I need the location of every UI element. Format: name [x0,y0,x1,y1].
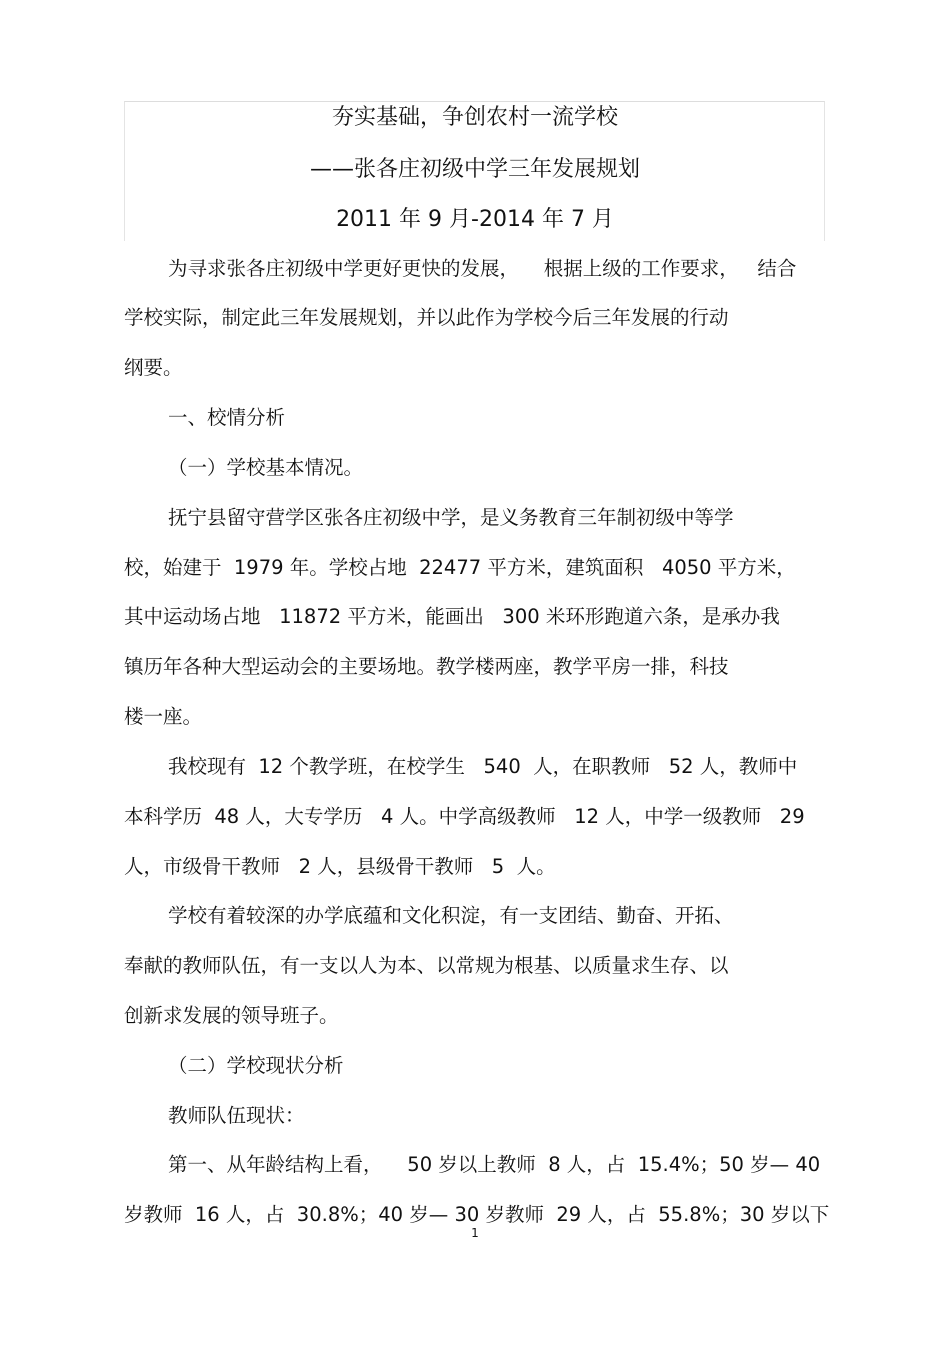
paragraph-line: 我校现有 12 个教学班，在校学生 540 人，在职教师 52 人，教师中 [168,755,798,778]
document-subtitle: ——张各庄初级中学三年发展规划 [309,157,640,182]
paragraph-line: 第一、从年龄结构上看， 50 岁以上教师 8 人，占 15.4%；50 岁— 40 [168,1153,821,1176]
paragraph-line: 岁教师 16 人，占 30.8%；40 岁— 30 岁教师 29 人，占 55.8%；30 岁以下 [124,1203,830,1226]
paragraph-line: 创新求发展的领导班子。 [124,1004,339,1027]
paragraph-line: 学校有着较深的办学底蕴和文化积淀，有一支团结、勤奋、开拓、 [168,904,734,927]
document-period: 2011 年 9 月-2014 年 7 月 [336,207,614,232]
paragraph-line: 奉献的教师队伍，有一支以人为本、以常规为根基、以质量求生存、以 [124,954,729,977]
paragraph-line: 为寻求张各庄初级中学更好更快的发展， 根据上级的工作要求， 结合 [168,257,797,280]
paragraph-line: 抚宁县留守营学区张各庄初级中学，是义务教育三年制初级中等学 [168,506,734,529]
page-number: 1 [471,1226,479,1240]
paragraph-line: 校，始建于 1979 年。学校占地 22477 平方米，建筑面积 4050 平方米， [124,556,796,579]
paragraph-line: 教师队伍现状： [168,1104,305,1127]
paragraph-line: 楼一座。 [124,705,203,728]
paragraph-line: 学校实际，制定此三年发展规划，并以此作为学校今后三年发展的行动 [124,306,729,329]
paragraph-line: 镇历年各种大型运动会的主要场地。教学楼两座，教学平房一排，科技 [124,655,729,678]
paragraph-line: 本科学历 48 人，大专学历 4 人。中学高级教师 12 人，中学一级教师 29 [124,805,805,828]
paragraph-line: 纲要。 [124,356,183,379]
paragraph-line: 人，市级骨干教师 2 人，县级骨干教师 5 人。 [124,855,556,878]
document-title: 夯实基础，争创农村一流学校 [331,105,618,130]
subsection-heading: （二）学校现状分析 [168,1054,344,1077]
paragraph-line: 其中运动场占地 11872 平方米，能画出 300 米环形跑道六条，是承办我 [124,605,780,628]
section-heading: 一、校情分析 [168,406,286,429]
subsection-heading: （一）学校基本情况。 [168,456,364,479]
